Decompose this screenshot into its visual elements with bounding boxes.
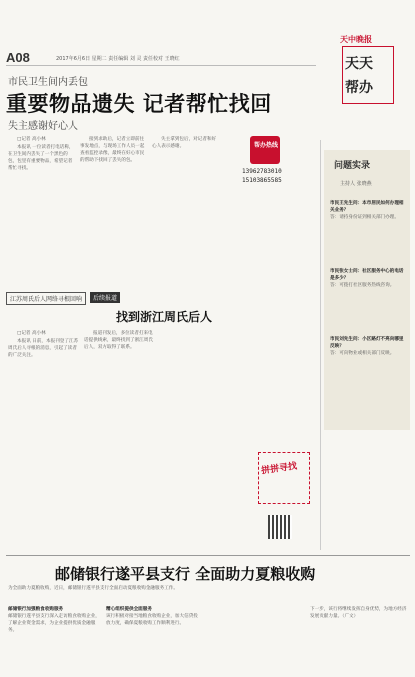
page-header	[6, 50, 316, 66]
story2-followup-tag: 后续报道	[90, 292, 120, 303]
hotline-number: 13962783010	[242, 168, 282, 175]
brand-box	[342, 46, 394, 104]
story1-kicker: 市民卫生间内丢包	[8, 77, 88, 88]
qa-answer: 答：可向物业或相关部门反映。	[330, 351, 395, 356]
qa-question: 市民张女士问：社区服务中心的电话是多少？	[330, 269, 404, 281]
qa-item	[330, 336, 406, 357]
story2-tag: 江苏周氏后人网络寻根回响	[6, 292, 86, 305]
hotline-icon	[250, 136, 280, 164]
ad-col3	[204, 606, 304, 672]
page-meta: 2017年6月6日 星期二 责任编辑 刘 灵 责任校对 王晓红	[56, 56, 180, 62]
column-divider	[320, 140, 321, 550]
story1-paragraph: 接到求助后，记者立即前往事发地点，与现场工作人员一起查看监控录像，最终在好心市民的帮助下找回了丢失的包。	[80, 137, 145, 163]
ad-subhead: 邮储银行加强粮食收购服务	[8, 607, 64, 612]
story2-paragraph: 本报讯 日前，本报刊登了江苏周氏后人寻根的消息，引起了读者的广泛关注。	[8, 339, 79, 358]
story2-col4	[236, 330, 316, 445]
qa-answer: 答：请持身份证到相关部门办理。	[330, 215, 399, 220]
stamp-text: 拼拼寻找	[260, 461, 298, 477]
story1-col3	[152, 136, 220, 286]
qa-question: 市民王先生问：本市居民如何办理相关业务？	[330, 201, 404, 213]
qa-item	[330, 200, 406, 221]
ad-col1	[8, 606, 100, 672]
story1-paragraph: 失主拿到包后，对记者和好心人表示感谢。	[152, 137, 217, 149]
story2-stamp	[258, 452, 310, 504]
story1-paragraph: 本报讯 一位读者打电话称，在卫生间内丢失了一个黑色的包，包里有重要物品，希望记者帮忙寻找。	[8, 145, 74, 171]
story1-col1	[8, 136, 76, 286]
story2-col2	[84, 330, 156, 545]
qa-panel-title: 问题实录	[334, 161, 371, 171]
column-brand	[330, 34, 410, 114]
page-number: A08	[6, 50, 30, 65]
story1-headline: 重要物品遗失 记者帮忙找回	[6, 92, 272, 116]
story2-col1	[8, 330, 80, 545]
hotline-box	[226, 136, 312, 202]
ad-headline: 邮储银行遂平县支行 全面助力夏粮收购	[55, 565, 316, 583]
story2-paragraph: 报道刊发后，多位读者打来电话提供线索，最终找到了浙江周氏后人，双方取得了联系。	[84, 331, 153, 350]
qa-item	[330, 268, 406, 289]
story2-headline: 找到浙江周氏后人	[116, 310, 213, 324]
ad-paragraph: 该行积极对接当地粮食收购企业，加大信贷投放力度，确保夏粮收购工作顺利进行。	[106, 614, 198, 626]
brand-line2: 帮办	[345, 80, 373, 96]
ad-subhead: 精心组织提供全面服务	[106, 607, 152, 612]
ad-col4	[310, 606, 408, 672]
qa-question: 市民刘先生问：小区路灯不亮向哪里反映？	[330, 337, 404, 349]
ad-col2	[106, 606, 198, 672]
ad-divider	[6, 555, 410, 556]
story1-col2	[80, 136, 148, 286]
qa-panel	[324, 150, 410, 430]
story1-col4	[226, 205, 312, 285]
qa-answer: 答：可拨打社区服务热线咨询。	[330, 283, 395, 288]
hotline-label: 帮办热线	[254, 142, 279, 149]
story2-byline: □记者 高小林	[17, 331, 46, 336]
ad-paragraph: 邮储银行遂平县支行深入走访粮食收购企业，了解企业资金需求，为企业提供优质金融服务。	[8, 614, 100, 633]
newspaper-logo: 天中晚报	[340, 35, 372, 44]
story1-subhead: 失主感谢好心人	[8, 121, 78, 132]
ad-lead: 为全面助力夏粮收购，近日，邮储银行遂平县支行全面启动夏粮收购金融服务工作。	[8, 586, 178, 591]
story1-byline: □记者 高小林	[17, 137, 46, 142]
brand-line1: 天天	[345, 56, 373, 72]
hotline-number: 15103865585	[242, 177, 282, 184]
story2-col3	[160, 330, 232, 545]
qr-code-icon	[268, 515, 292, 539]
qa-panel-host: 主持人 张晓燕	[340, 181, 372, 187]
ad-paragraph: 下一步，该行将继续发挥自身优势，为地方经济发展贡献力量。（广文）	[310, 607, 407, 619]
